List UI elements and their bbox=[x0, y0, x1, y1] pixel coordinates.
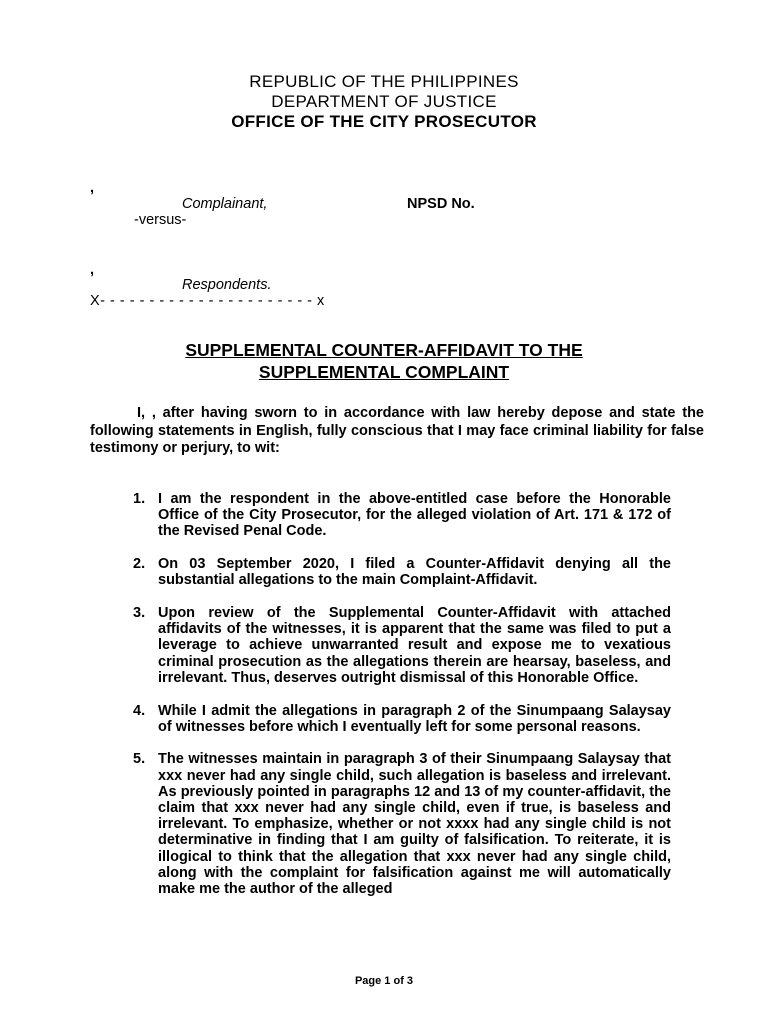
list-item-text: Upon review of the Supplemental Counter-Affidavit with attached affidavits of the witnesses, it is apparent that the same was filed to put a leverage to achieve unwarranted result and expose me to vexatious criminal prosecution as the allegations therein are hearsay, baseless, and irrelevant. Thus, deserves outright dismissal of this Honorable Office. bbox=[158, 605, 671, 686]
list-item-number: 4. bbox=[133, 702, 146, 719]
complainant-name-placeholder: , bbox=[90, 180, 95, 196]
respondents-label: Respondents. bbox=[182, 277, 272, 293]
document-title-line2: SUPPLEMENTAL COMPLAINT bbox=[258, 362, 510, 382]
page-number: Page 1 of 3 bbox=[354, 975, 414, 987]
document-title-line1: SUPPLEMENTAL COUNTER-AFFIDAVIT TO THE bbox=[185, 340, 583, 360]
list-item bbox=[133, 556, 671, 588]
header-department: DEPARTMENT OF JUSTICE bbox=[271, 92, 497, 111]
header-republic: REPUBLIC OF THE PHILIPPINES bbox=[249, 72, 519, 91]
list-item bbox=[133, 491, 671, 540]
list-item-text: On 03 September 2020, I filed a Counter-Affidavit denying all the substantial allegations to the main Complaint-Affidavit. bbox=[158, 556, 671, 589]
respondent-name-placeholder: , bbox=[90, 262, 95, 278]
npsd-number-label: NPSD No. bbox=[407, 196, 475, 212]
list-item-text: The witnesses maintain in paragraph 3 of their Sinumpaang Salaysay that xxx never had any single child, such allegation is baseless and irrelevant. As previously pointed in paragraphs 12 and 13 of my counter-affidavit, the claim that xxx never had any single child, even if true, is baseless and irrelevant. To emphasize, whether or not xxxx had any single child is not determinative in finding that I am guilty of falsification. To reiterate, it is illogical to think that the allegation that xxx never had any single child, along with the complaint for falsification against me will automatically make me the author of the alleged bbox=[158, 751, 671, 898]
complainant-label: Complainant, bbox=[182, 196, 268, 212]
list-item bbox=[133, 703, 671, 735]
list-item-number: 5. bbox=[133, 751, 146, 768]
caption-separator: X- - - - - - - - - - - - - - - - - - - - - - x bbox=[90, 293, 325, 309]
header-office: OFFICE OF THE CITY PROSECUTOR bbox=[231, 112, 537, 131]
list-item-text: I am the respondent in the above-entitled case before the Honorable Office of the City Prosecutor, for the alleged violation of Art. 171 & 172 of the Revised Penal Code. bbox=[158, 491, 671, 540]
list-item-number: 2. bbox=[133, 556, 146, 573]
list-item-number: 3. bbox=[133, 605, 146, 622]
list-item bbox=[133, 605, 671, 686]
numbered-paragraphs bbox=[133, 491, 671, 914]
intro-paragraph: I, , after having sworn to in accordance with law hereby depose and state the following statements in English, fully conscious that I may face criminal liability for false testimony or perjury, to wit: bbox=[90, 405, 704, 456]
list-item-text: While I admit the allegations in paragraph 2 of the Sinumpaang Salaysay of witnesses before which I eventually left for some personal reasons. bbox=[158, 702, 671, 735]
versus-label: -versus- bbox=[134, 212, 187, 228]
list-item bbox=[133, 751, 671, 897]
list-item-number: 1. bbox=[133, 491, 146, 507]
